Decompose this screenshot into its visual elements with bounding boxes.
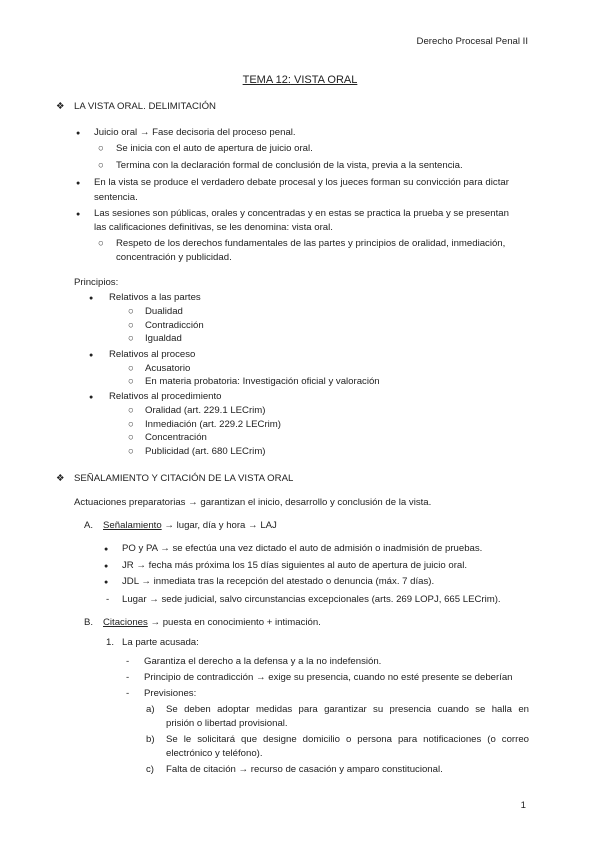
- term-rest: → puesta en conocimiento + intimación.: [147, 617, 321, 628]
- term: Señalamiento: [103, 520, 162, 531]
- principle-item: En materia probatoria: Investigación oficial y valoración: [145, 376, 380, 387]
- subheading-senalamiento: [103, 520, 277, 532]
- bullet-icon: ●: [76, 180, 81, 187]
- subheading-parte-acusada: La parte acusada:: [122, 637, 199, 648]
- list-item-line: sentencia.: [94, 192, 138, 203]
- principle-group: Relativos al procedimiento: [109, 391, 222, 402]
- list-item: JDL → inmediata tras la recepción del atestado o denuncia (máx. 7 días).: [122, 576, 435, 587]
- list-letter: b): [146, 734, 155, 745]
- list-item-line: electrónico y teléfono).: [166, 748, 263, 759]
- page-number: 1: [520, 800, 526, 811]
- list-letter: c): [146, 764, 154, 775]
- list-item: Falta de citación → recurso de casación y amparo constitucional.: [166, 764, 443, 775]
- diamond-bullet-icon: ❖: [56, 101, 65, 112]
- list-item: Garantiza el derecho a la defensa y a la no indefensión.: [144, 656, 382, 667]
- diamond-bullet-icon: ❖: [56, 473, 65, 484]
- list-item: Termina con la declaración formal de conclusión de la vista, previa a la sentencia.: [116, 160, 463, 171]
- list-item: JR → fecha más próxima los 15 días siguientes al auto de apertura de juicio oral.: [122, 560, 468, 571]
- bullet-icon: ●: [104, 579, 109, 586]
- principle-item: Acusatorio: [145, 363, 191, 374]
- circle-bullet-icon: ○: [128, 446, 134, 457]
- circle-bullet-icon: ○: [128, 306, 134, 317]
- principle-item: Igualdad: [145, 333, 182, 344]
- list-item-line: concentración y publicidad.: [116, 252, 232, 263]
- list-item-line: prisión o libertad provisional.: [166, 718, 288, 729]
- principle-item: Publicidad (art. 680 LECrim): [145, 446, 266, 457]
- list-letter: A.: [84, 520, 94, 531]
- principle-item: Contradicción: [145, 320, 204, 331]
- list-item: Lugar → sede judicial, salvo circunstancias excepcionales (arts. 269 LOPJ, 665 LECrim).: [122, 594, 501, 605]
- circle-bullet-icon: ○: [128, 320, 134, 331]
- circle-bullet-icon: ○: [98, 143, 104, 154]
- principle-item: Inmediación (art. 229.2 LECrim): [145, 419, 281, 430]
- section-heading-1: LA VISTA ORAL. DELIMITACIÓN: [74, 101, 216, 112]
- bullet-icon: ●: [89, 394, 94, 401]
- list-item: Se inicia con el auto de apertura de juicio oral.: [116, 143, 313, 154]
- page-title: [0, 74, 600, 86]
- circle-bullet-icon: ○: [128, 333, 134, 344]
- list-item: Previsiones:: [144, 688, 197, 699]
- dash-bullet-icon: -: [126, 688, 130, 699]
- circle-bullet-icon: ○: [128, 405, 134, 416]
- principle-group: Relativos al proceso: [109, 349, 196, 360]
- bullet-icon: ●: [89, 352, 94, 359]
- section-heading-2: SEÑALAMIENTO Y CITACIÓN DE LA VISTA ORAL: [74, 473, 294, 484]
- list-item: PO y PA → se efectúa una vez dictado el auto de admisión o inadmisión de pruebas.: [122, 543, 483, 554]
- list-item-line: En la vista se produce el verdadero debate procesal y los jueces forman su convicción para dictar: [94, 177, 509, 188]
- bullet-icon: ●: [76, 130, 81, 137]
- circle-bullet-icon: ○: [128, 363, 134, 374]
- principle-item: Concentración: [145, 432, 207, 443]
- list-number: 1.: [106, 637, 115, 648]
- subheading-citaciones: [103, 617, 321, 629]
- bullet-icon: ●: [89, 295, 94, 302]
- principle-item: Oralidad (art. 229.1 LECrim): [145, 405, 266, 416]
- list-item-line: Se deben adoptar medidas para garantizar su presencia cuando se halla en: [166, 704, 529, 715]
- principle-item: Dualidad: [145, 306, 183, 317]
- circle-bullet-icon: ○: [98, 160, 104, 171]
- running-header: Derecho Procesal Penal II: [416, 36, 528, 47]
- term-rest: → lugar, día y hora → LAJ: [161, 520, 277, 531]
- title-prefix: TEMA 12:: [242, 74, 291, 86]
- list-letter: B.: [84, 617, 94, 628]
- circle-bullet-icon: ○: [128, 376, 134, 387]
- list-item: Juicio oral → Fase decisoria del proceso penal.: [94, 127, 296, 138]
- bullet-icon: ●: [76, 211, 81, 218]
- circle-bullet-icon: ○: [98, 238, 104, 249]
- list-item: Principio de contradicción → exige su presencia, cuando no esté presente se deberían: [144, 672, 513, 683]
- list-item-line: las calificaciones definitivas, se les denomina: vista oral.: [94, 222, 333, 233]
- principles-label: Principios:: [74, 277, 119, 288]
- list-item-line: Se le solicitará que designe domicilio o persona para notificaciones (o correo: [166, 734, 529, 745]
- bullet-icon: ●: [104, 546, 109, 553]
- circle-bullet-icon: ○: [128, 432, 134, 443]
- title-rest: VISTA ORAL: [290, 74, 358, 86]
- list-item-line: Las sesiones son públicas, orales y concentradas y en estas se practica la prueba y se presentan: [94, 208, 509, 219]
- list-letter: a): [146, 704, 155, 715]
- term: Citaciones: [103, 617, 148, 628]
- list-item-line: Respeto de los derechos fundamentales de las partes y principios de oralidad, inmediación,: [116, 238, 506, 249]
- dash-bullet-icon: -: [126, 672, 130, 683]
- dash-bullet-icon: -: [126, 656, 130, 667]
- bullet-icon: ●: [104, 563, 109, 570]
- dash-bullet-icon: -: [106, 594, 110, 605]
- circle-bullet-icon: ○: [128, 419, 134, 430]
- principle-group: Relativos a las partes: [109, 292, 201, 303]
- intro-paragraph: Actuaciones preparatorias → garantizan el inicio, desarrollo y conclusión de la vista.: [74, 497, 432, 508]
